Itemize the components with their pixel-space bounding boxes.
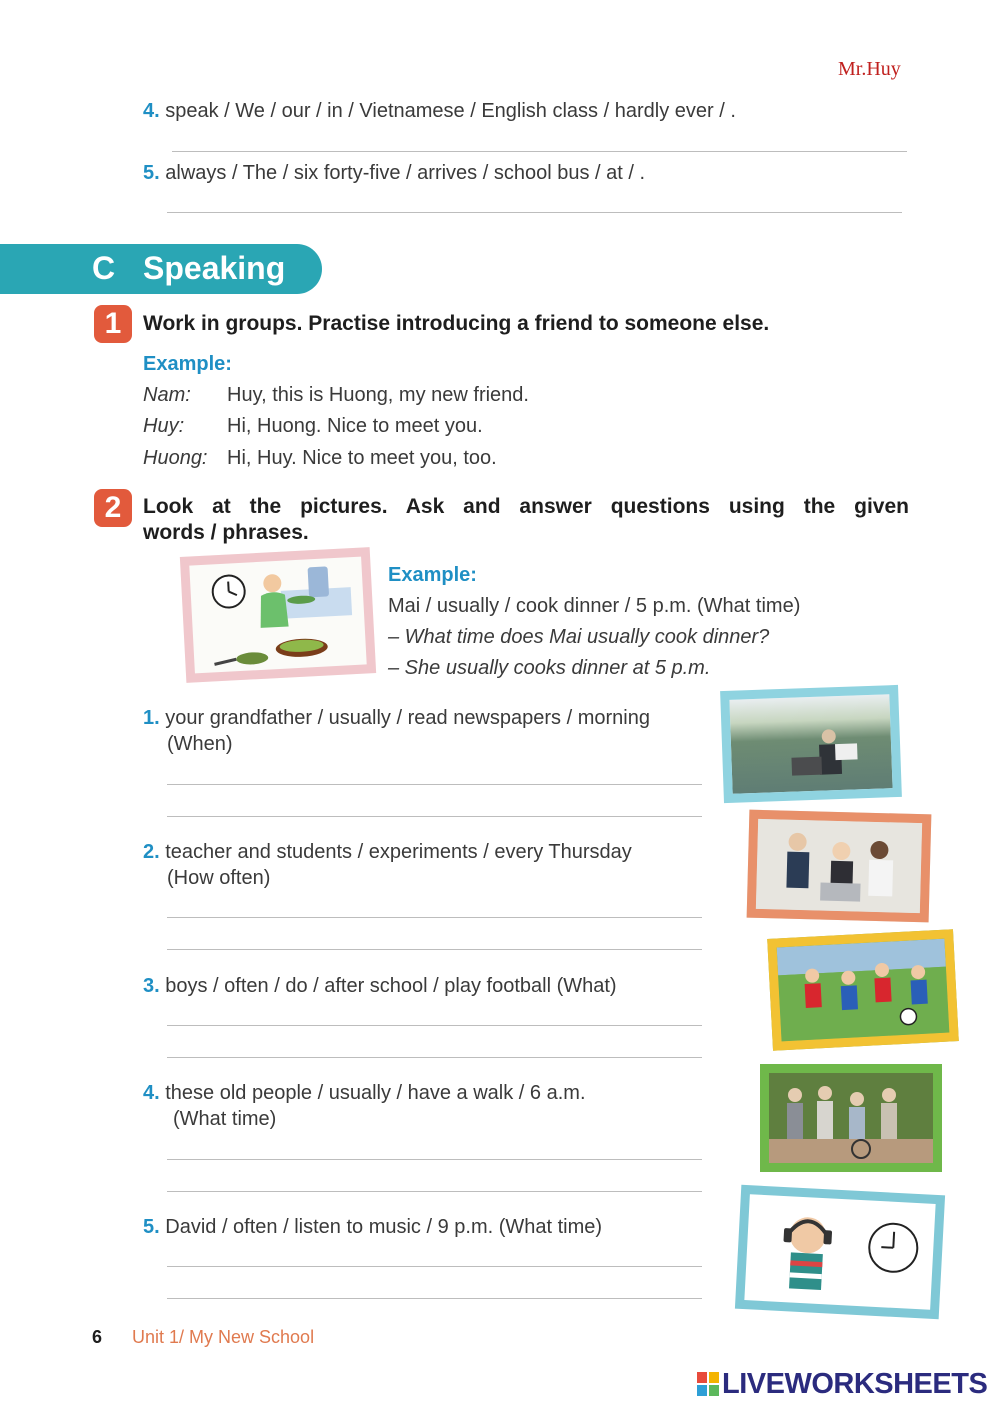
answer-line[interactable] [167, 1025, 702, 1026]
cooking-picture [180, 547, 376, 683]
task-2-instruction-line2: words / phrases. [143, 521, 309, 544]
example-prompt: Mai / usually / cook dinner / 5 p.m. (What time) [388, 595, 801, 617]
dialogue-speaker: Nam: [143, 384, 191, 406]
answer-line[interactable] [167, 212, 902, 213]
item-line1: teacher and students / experiments / every Thursday [165, 841, 632, 863]
task-2-example-label: Example: [388, 564, 477, 586]
item-line1: David / often / listen to music / 9 p.m. (What time) [165, 1216, 603, 1238]
boys-football-picture [767, 929, 959, 1051]
answer-line[interactable] [167, 949, 702, 950]
answer-line[interactable] [167, 816, 702, 817]
grandfather-reading-picture [720, 685, 902, 803]
answer-line[interactable] [167, 1159, 702, 1160]
boy-headphones-illustration [744, 1194, 935, 1310]
old-people-illustration [769, 1073, 933, 1163]
item-text: always / The / six forty-five / arrives / school bus / at / . [165, 162, 646, 184]
task-2-badge: 2 [94, 489, 132, 527]
classroom-experiment-picture [747, 810, 932, 923]
dialogue-line: Hi, Huong. Nice to meet you. [227, 415, 483, 437]
football-illustration [777, 939, 950, 1042]
task-2-instruction-line1: Look at the pictures. Ask and answer questions using the given [143, 495, 909, 518]
item-line1: boys / often / do / after school / play football (What) [165, 975, 617, 997]
example-answer: – She usually cooks dinner at 5 p.m. [388, 657, 711, 679]
old-people-walking-picture [760, 1064, 942, 1172]
dialogue-line: Hi, Huy. Nice to meet you, too. [227, 447, 497, 469]
task-2-item-3 [143, 975, 617, 998]
unit-title: Unit 1/ My New School [132, 1327, 315, 1347]
section-letter: C [92, 250, 116, 286]
item-number: 5. [143, 162, 160, 184]
example-label: Example: [143, 353, 232, 375]
item-text: speak / We / our / in / Vietnamese / English class / hardly ever / . [165, 100, 736, 122]
liveworksheets-logo-icon [697, 1372, 719, 1401]
grandfather-illustration [729, 694, 892, 794]
item-line2: (What time) [173, 1108, 277, 1130]
author-name: Mr.Huy [838, 58, 901, 80]
answer-line[interactable] [167, 784, 702, 785]
item-line2: (How often) [167, 867, 271, 889]
item-line2: (When) [167, 733, 233, 755]
task-1-instruction: Work in groups. Practise introducing a friend to someone else. [143, 312, 770, 335]
item-number: 3. [143, 975, 160, 997]
boy-listening-music-picture [735, 1185, 945, 1320]
task-2-item-2 [143, 841, 632, 864]
item-line1: these old people / usually / have a walk / 6 a.m. [165, 1082, 586, 1104]
dialogue-speaker: Huong: [143, 447, 208, 469]
example-question: – What time does Mai usually cook dinner? [388, 626, 770, 648]
cooking-illustration [189, 557, 366, 674]
answer-line[interactable] [167, 917, 702, 918]
answer-line[interactable] [167, 1057, 702, 1058]
answer-line[interactable] [167, 1266, 702, 1267]
task-1-badge: 1 [94, 305, 132, 343]
item-number: 4. [143, 100, 160, 122]
page-number: 6 [92, 1327, 103, 1347]
answer-line[interactable] [167, 1298, 702, 1299]
part-b-item-5 [143, 162, 645, 185]
liveworksheets-watermark: LIVEWORKSHEETS [722, 1368, 988, 1400]
answer-line[interactable] [172, 151, 907, 152]
students-illustration [756, 819, 922, 913]
item-number: 2. [143, 841, 160, 863]
dialogue-speaker: Huy: [143, 415, 185, 437]
item-number: 5. [143, 1216, 160, 1238]
item-number: 1. [143, 707, 160, 729]
task-2-item-5 [143, 1216, 602, 1239]
item-number: 4. [143, 1082, 160, 1104]
item-line1: your grandfather / usually / read newspapers / morning [165, 707, 650, 729]
part-b-item-4 [143, 100, 736, 123]
task-2-item-4 [143, 1082, 586, 1105]
dialogue-line: Huy, this is Huong, my new friend. [227, 384, 529, 406]
answer-line[interactable] [167, 1191, 702, 1192]
task-2-item-1 [143, 707, 650, 730]
section-title: Speaking [143, 250, 286, 286]
